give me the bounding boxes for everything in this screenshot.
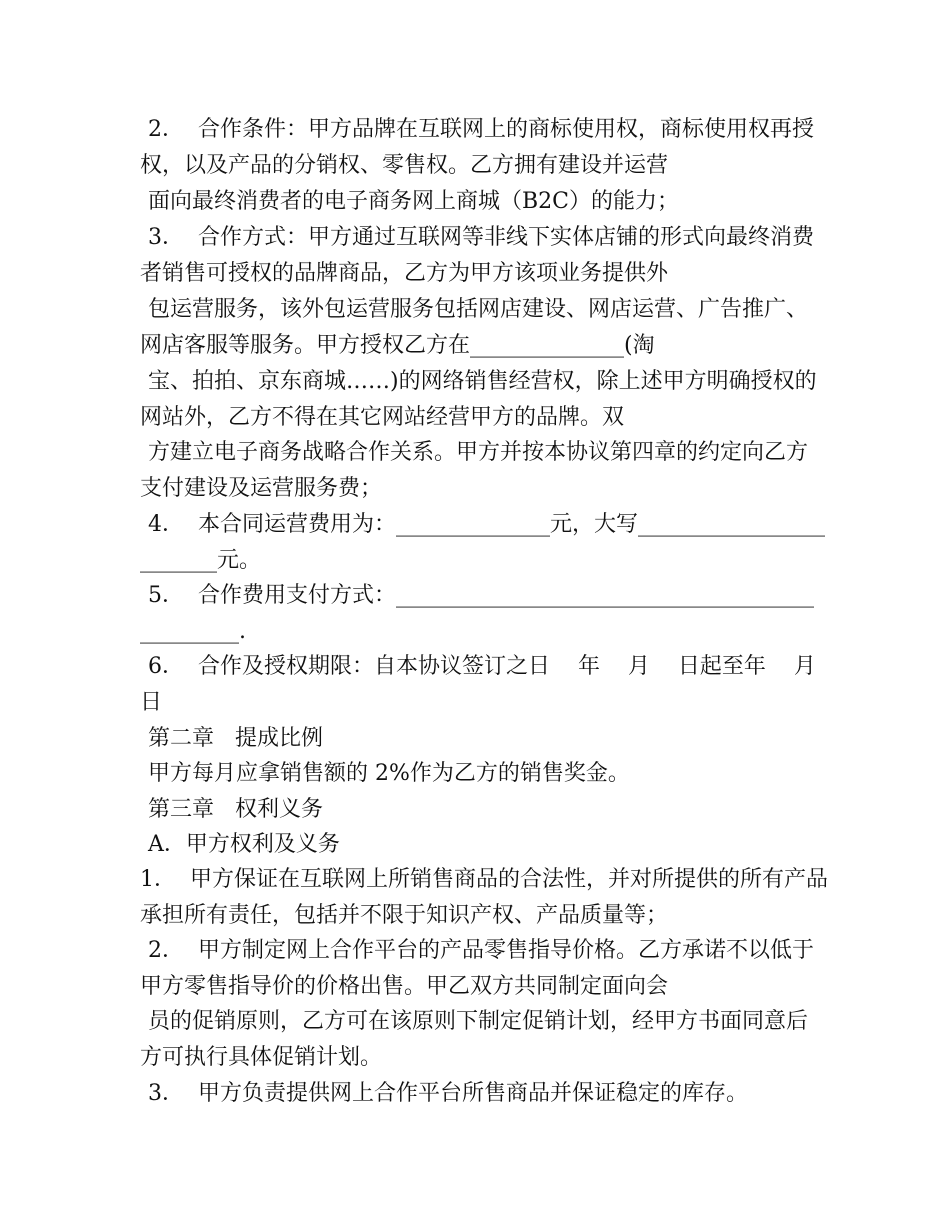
clause-a3-inventory: 3． 甲方负责提供网上合作平台所售商品并保证稳定的库存。 xyxy=(148,1081,748,1106)
clause-2-cooperation-conditions: 2． 合作条件：甲方品牌在互联网上的商标使用权，商标使用权再授 xyxy=(148,117,814,142)
text-line: 权，以及产品的分销权、零售权。乙方拥有建设并运营 xyxy=(140,153,669,178)
clause-3-cooperation-method: 3． 合作方式：甲方通过互联网等非线下实体店铺的形式向最终消费 xyxy=(148,225,814,250)
text-line: 网站外，乙方不得在其它网站经营甲方的品牌。双 xyxy=(140,405,625,430)
clause-a2-retail-price: 2． 甲方制定网上合作平台的产品零售指导价格。乙方承诺不以低于 xyxy=(148,938,814,963)
text-line: 支付建设及运营服务费； xyxy=(140,476,383,501)
text-line: 方建立电子商务战略合作关系。甲方并按本协议第四章的约定向乙方 xyxy=(148,440,809,465)
text-line: 员的促销原则，乙方可在该原则下制定促销计划，经甲方书面同意后 xyxy=(148,1009,809,1034)
chapter-3-heading: 第三章 权利义务 xyxy=(148,797,323,822)
text-line: 面向最终消费者的电子商务网上商城（B2C）的能力； xyxy=(148,189,679,214)
text-line: _______元。 xyxy=(140,548,262,573)
text-line: _________. xyxy=(140,619,246,644)
clause-6-authorization-period: 6． 合作及授权期限：自本协议签订之日 年 月 日起至年 月 xyxy=(148,654,816,679)
text-line: 宝、拍拍、京东商城……)的网络销售经营权，除上述甲方明确授权的 xyxy=(148,369,817,394)
text-line: 网店客服等服务。甲方授权乙方在______________(淘 xyxy=(140,333,655,358)
text-line: 日 xyxy=(140,690,163,715)
section-a-heading: A．甲方权利及义务 xyxy=(148,832,340,857)
clause-4-operating-fee: 4． 本合同运营费用为：______________元，大写_________________ xyxy=(148,512,825,537)
clause-a1-legality: 1． 甲方保证在互联网上所销售商品的合法性，并对所提供的所有产品 xyxy=(140,867,828,892)
text-line: 承担所有责任，包括并不限于知识产权、产品质量等； xyxy=(140,903,669,928)
text-line: 方可执行具体促销计划。 xyxy=(140,1045,383,1070)
text-line: 甲方零售指导价的价格出售。甲乙双方共同制定面向会 xyxy=(140,974,669,999)
text-line: 包运营服务，该外包运营服务包括网店建设、网店运营、广告推广、 xyxy=(148,297,809,322)
clause-5-payment-method: 5． 合作费用支付方式：______________________________________ xyxy=(148,583,814,608)
chapter-2-heading: 第二章 提成比例 xyxy=(148,726,323,751)
commission-rate-text: 甲方每月应拿销售额的 2%作为乙方的销售奖金。 xyxy=(148,761,630,786)
text-line: 者销售可授权的品牌商品，乙方为甲方该项业务提供外 xyxy=(140,261,669,286)
